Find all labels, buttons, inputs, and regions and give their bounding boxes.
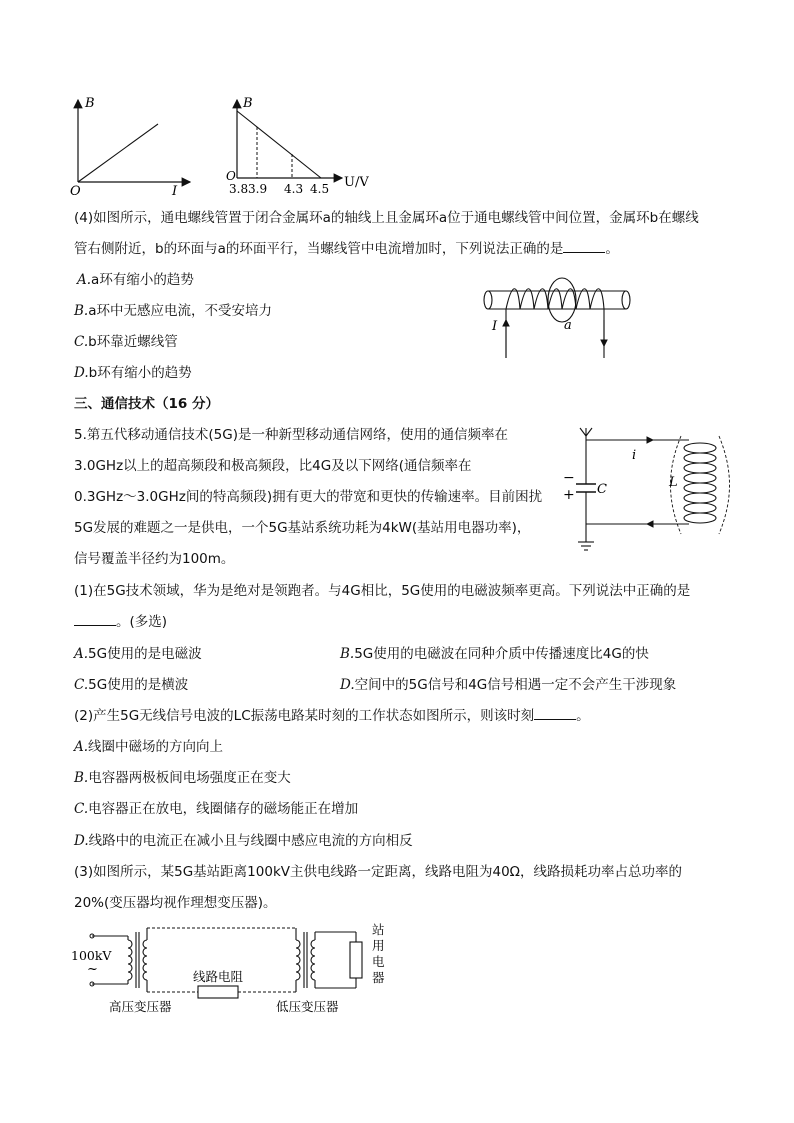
load-label-char-1: 站 <box>372 922 385 937</box>
q5-intro-line1: 5.第五代移动通信技术(5G)是一种新型移动通信网络，使用的通信频率在 <box>74 427 508 443</box>
q5-sub2-stem: (2)产生5G无线信号电波的LC振荡电路某时刻的工作状态如图所示，则该时刻 。 <box>74 708 590 724</box>
q4-option-b: B.a环中无感应电流，不受安培力 <box>74 303 272 319</box>
graph-b-vs-i <box>68 94 198 196</box>
q4-option-d: D.b环有缩小的趋势 <box>74 365 192 381</box>
q5-sub1-option-a: A.5G使用的是电磁波 <box>74 646 202 662</box>
inductor-coil <box>684 443 716 523</box>
line-resistor <box>198 986 238 998</box>
solenoid-figure <box>478 276 638 364</box>
section-title: 三、通信技术（16 分） <box>74 396 219 412</box>
answer-blank[interactable] <box>563 240 605 253</box>
q5-sub1-stem-line2: 。(多选) <box>74 613 167 631</box>
q5-intro-line4: 5G发展的难题之一是供电，一个5G基站系统功耗为4kW(基站用电器功率)， <box>74 520 531 536</box>
load-label-char-2: 用 <box>372 938 385 953</box>
y-axis-label: B <box>85 96 95 111</box>
ring-a <box>548 278 576 322</box>
q5-sub3-stem-line1: (3)如图所示，某5G基站距离100kV主供电线路一定距离，线路电阻为40Ω，线路损耗功率占总功率的 <box>74 864 682 880</box>
ac-symbol: ~ <box>87 962 98 977</box>
transmission-figure <box>66 918 396 1018</box>
q5-sub2-option-d: D.线路中的电流正在减小且与线圈中感应电流的方向相反 <box>74 833 413 849</box>
q5-sub2-option-b: B.电容器两极板间电场强度正在变大 <box>74 770 291 786</box>
tick-3.8: 3.8 <box>229 182 249 196</box>
b-u-line <box>237 111 321 178</box>
answer-blank[interactable] <box>534 707 576 720</box>
high-voltage-transformer <box>128 928 147 992</box>
tick-4.3: 4.3 <box>284 182 304 196</box>
tick-4.5: 4.5 <box>310 182 330 196</box>
tick-3.9: 3.9 <box>248 182 268 196</box>
b-i-line <box>78 124 158 182</box>
minus-sign: − <box>563 470 575 486</box>
origin-label: O <box>70 184 81 196</box>
capacitor-label: C <box>597 482 607 497</box>
source-voltage: 100kV <box>71 948 112 963</box>
coil-winding <box>506 289 604 309</box>
current-label: I <box>492 319 498 334</box>
q5-sub2-option-c: C.电容器正在放电，线圈储存的磁场能正在增加 <box>74 801 359 817</box>
q5-sub1-stem-line1: (1)在5G技术领域，华为是绝对是领跑者。与4G相比，5G使用的电磁波频率更高。下列说法中正确的是 <box>74 583 691 599</box>
q4-stem-text: 管右侧附近，b的环面与a的环面平行，当螺线管中电流增加时，下列说法正确的是 <box>74 241 564 257</box>
q5-intro-line5: 信号覆盖半径约为100m。 <box>74 551 235 567</box>
low-transformer-label: 低压变压器 <box>276 999 339 1014</box>
q5-sub1-option-d: D.空间中的5G信号和4G信号相遇一定不会产生干涉现象 <box>340 677 677 693</box>
answer-blank[interactable] <box>74 613 116 626</box>
ring-label: a <box>564 318 572 333</box>
current-i-label: i <box>632 448 637 463</box>
resistor-label: 线路电阻 <box>193 969 244 984</box>
q5-intro-line2: 3.0GHz以上的超高频段和极高频段，比4G及以下网络(通信频率在 <box>74 458 472 474</box>
q5-sub1-option-c: C.5G使用的是横波 <box>74 677 189 693</box>
q5-sub2-option-a: A.线圈中磁场的方向向上 <box>74 739 224 755</box>
q4-option-c: C.b环靠近螺线管 <box>74 334 178 350</box>
q4-stem-line2: 管右侧附近，b的环面与a的环面平行，当螺线管中电流增加时，下列说法正确的是 。 <box>74 241 619 257</box>
load-label-char-4: 器 <box>372 970 385 985</box>
high-transformer-label: 高压变压器 <box>109 999 172 1014</box>
low-voltage-transformer <box>296 928 356 992</box>
q5-sub1-option-b: B.5G使用的电磁波在同种介质中传播速度比4G的快 <box>340 646 649 662</box>
plus-sign: + <box>563 487 575 503</box>
q5-sub3-stem-line2: 20%(变压器均视作理想变压器)。 <box>74 895 277 911</box>
q4-stem-line1: (4)如图所示，通电螺线管置于闭合金属环a的轴线上且金属环a位于通电螺线管中间位置，金属环b在螺线 <box>74 210 699 226</box>
origin-label: O <box>226 169 236 183</box>
load-label-char-3: 电 <box>372 954 385 969</box>
inductor-label: L <box>669 475 678 490</box>
x-axis-label: I <box>172 184 178 196</box>
station-load <box>350 942 362 978</box>
y-axis-label: B <box>243 96 253 111</box>
q4-option-a: A.a环有缩小的趋势 <box>77 272 194 288</box>
graph-b-vs-u <box>224 94 384 196</box>
q5-intro-line3: 0.3GHz～3.0GHz间的特高频段)拥有更大的带宽和更快的传输速率。目前困扰 <box>74 489 543 505</box>
x-axis-label: U/V <box>344 175 369 190</box>
lc-circuit-figure <box>555 420 730 555</box>
